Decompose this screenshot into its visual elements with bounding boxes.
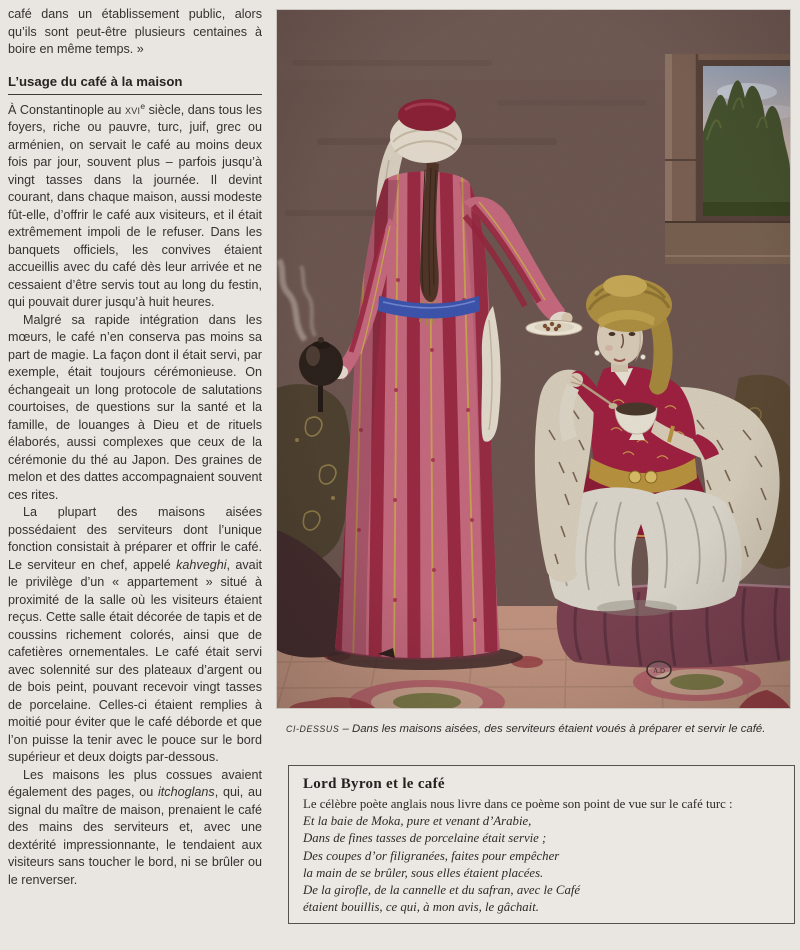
paragraph-continuation: café dans un établissement public, alors qu’ils sont peut-être plusieurs centaines à boire en même temps. » xyxy=(8,7,262,56)
text-run: À Constantinople au xyxy=(8,102,125,117)
text-run: La plupart des maisons aisées possédaient des serviteurs dont l’unique fonction consistait à préparer et offrir le café. Le serviteur en chef, appelé xyxy=(8,505,262,572)
section-heading: L’usage du café à la maison xyxy=(8,74,262,95)
poem-line: Et la baie de Moka, pure et venant d’Arabie, xyxy=(303,814,532,829)
poem-line: la main de se brûler, sous elles étaient placées. xyxy=(303,865,544,880)
text-run: siècle, dans tous les foyers, riche ou pauvre, turc, juif, grec ou arménien, on servait le café au moins deux fois par jour, souvent plus – parfois jusqu’à vingt tasses dans la journée. Il devint courant, dans chaque maison, aussi modeste fût-elle, d’offrir le café aux visiteurs, et il était extrêmement impoli de le refuser. Dans les banquets officiels, les convives étaient accueillis avec du café dès leur arrivée et ne cessaient d’être servis tout au long du festin, qui pouvait durer jusqu’à huit heures. xyxy=(8,102,262,309)
paragraph-3 xyxy=(8,504,262,767)
paragraph-2: Malgré sa rapide intégration dans les mœurs, le café n’en conserva pas moins sa part de magie. La façon dont il était servi, par exemple, était toujours cérémonieuse. On échangeait un long protocole de salutations courtoises, de questions sur la santé et la famille, de louanges à Dieu et de rituels élaborés, aussi complexes que ceux de la cérémonie du thé au Japon. Des graines de melon et des dattes accompagnaient souvent ces rites. xyxy=(8,312,262,502)
caption-text: – Dans les maisons aisées, des serviteurs étaient voués à préparer et servir le café. xyxy=(339,723,766,735)
text-run: , avait le privilège d’un « appartement » situé à proximité de la salle où les visiteurs étaient reçus. Cette salle était décorée de tapis et de coussins richement colorés, ainsi que de cafetières ornementales. Le café était servi avec solennité sur des plateaux d’argent ou de bois peint, pouvant recevoir vingt tasses de porcelaine. Celles-ci étaient remplies à moitié pour éviter que le café déborde et que l’on puisse la tenir avec le pouce sur le bord supérieur et deux doigts par-dessous. xyxy=(8,557,262,764)
poem-line: Dans de fines tasses de porcelaine était servie ; xyxy=(303,831,547,846)
text-run: , qui, au signal du maître de maison, prenaient le café des mains des serviteurs et, avec une dextérité impressionnante, le tendaient aux visiteurs sans toucher le bord, ni se brûler ou le renverser. xyxy=(8,785,263,887)
small-caps-century: xvi xyxy=(124,102,141,117)
ordinal-sup: e xyxy=(140,100,146,111)
box-intro: Le célèbre poète anglais nous livre dans ce poème son point de vue sur le café turc : xyxy=(303,797,733,811)
italic-term: kahveghi xyxy=(176,557,227,572)
figure-caption xyxy=(286,722,792,737)
poem-line: De la girofle, de la cannelle et du safran, avec le Café xyxy=(303,883,581,898)
italic-term: itchoglans xyxy=(157,785,215,799)
sidebar-box-lord-byron xyxy=(288,765,795,924)
engraving-svg xyxy=(277,10,790,708)
poem-line: étaient bouillis, ce qui, à mon avis, le gâchait. xyxy=(303,900,539,915)
poem-line: Des coupes d’or filigranées, faites pour empêcher xyxy=(303,848,560,863)
box-title: Lord Byron et le café xyxy=(303,776,445,792)
paragraph-4 xyxy=(8,767,262,890)
engraving-illustration xyxy=(277,10,790,708)
caption-label: CI-DESSUS xyxy=(286,724,340,734)
article-column xyxy=(8,6,262,889)
paragraph-1 xyxy=(8,102,262,312)
text-run: Les maisons les plus cossues avaient également des pages, ou xyxy=(8,767,262,799)
